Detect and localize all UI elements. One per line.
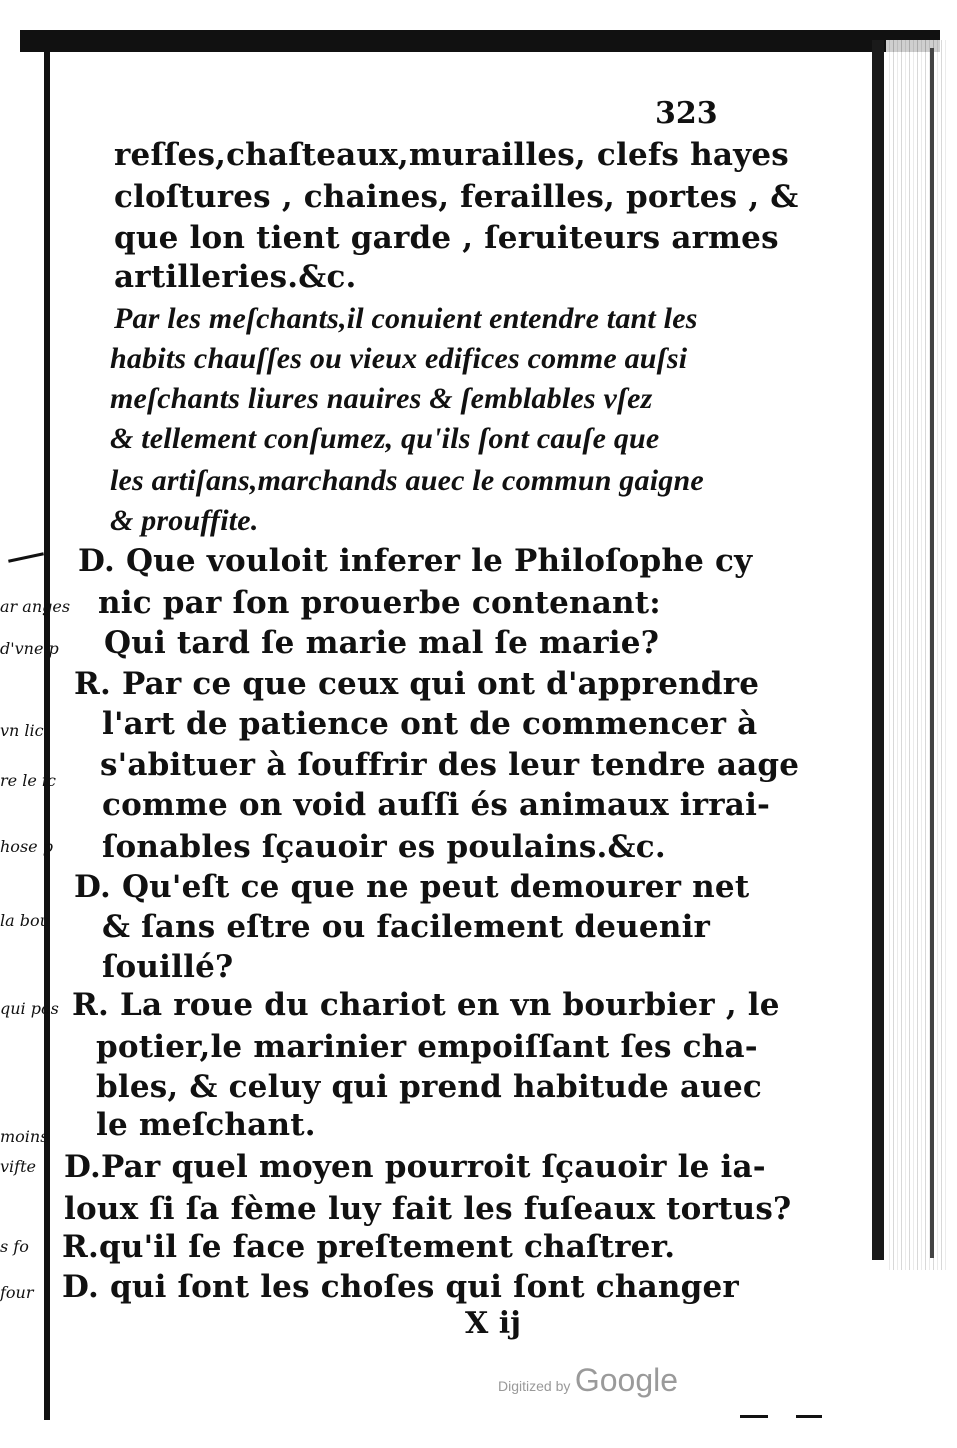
binding-shadow: [930, 48, 934, 1258]
text-line: ſonables ſçauoir es poulains.&c.: [102, 829, 666, 865]
text-line: bles, & celuy qui prend habitude auec: [96, 1069, 762, 1105]
margin-note: qui pos: [0, 999, 59, 1018]
text-line: D. Qu'eſt ce que ne peut demourer net: [74, 869, 750, 905]
text-line: R. Par ce que ceux qui ont d'apprendre: [74, 666, 760, 702]
page-number: 323: [655, 96, 718, 131]
watermark-brand: Google: [574, 1362, 679, 1398]
margin-note: s fo: [0, 1237, 29, 1256]
text-line: comme on void auſſi és animaux irrai-: [102, 787, 771, 823]
bottom-dash: [740, 1415, 768, 1418]
text-line: & ſans eſtre ou facilement deuenir: [102, 909, 711, 945]
margin-dash: [8, 552, 44, 562]
text-line: cloſtures , chaines, ferailles, portes , &: [114, 179, 799, 215]
signature-mark: X ij: [465, 1306, 521, 1341]
text-line: le meſchant.: [96, 1107, 316, 1143]
text-line: & prouffite.: [110, 504, 259, 537]
text-line: D. qui ſont les choſes qui ſont changer: [62, 1269, 739, 1305]
text-line: nic par ſon prouerbe contenant:: [98, 585, 661, 621]
text-line: les artiſans,marchands auec le commun gaigne: [110, 464, 704, 497]
text-line: reſſes,chaſteaux,murailles, clefs hayes: [114, 137, 789, 173]
google-watermark: [498, 1362, 678, 1399]
text-line: artilleries.&c.: [114, 259, 357, 295]
text-line: Qui tard ſe marie mal ſe marie?: [104, 625, 660, 661]
text-line: R. La roue du chariot en vn bourbier , le: [72, 987, 780, 1023]
margin-note: re le ic: [0, 771, 56, 790]
text-line: & tellement conſumez, qu'ils ſont cauſe que: [110, 422, 660, 455]
text-line: meſchants liures nauires & ſemblables vſez: [110, 382, 653, 415]
bottom-dash: [796, 1415, 822, 1418]
watermark-prefix: Digitized by: [498, 1378, 571, 1394]
text-line: habits chauſſes ou vieux edifices comme auſsi: [110, 342, 688, 375]
text-line: l'art de patience ont de commencer à: [102, 706, 758, 742]
margin-note: la bou: [0, 911, 50, 930]
page-right-edge: [872, 40, 884, 1260]
text-line: D.Par quel moyen pourroit ſçauoir le ia-: [64, 1149, 766, 1185]
text-line: D. Que vouloit inferer le Philoſophe cy: [78, 543, 753, 579]
margin-note: vn lic: [0, 721, 44, 740]
margin-note: hose p: [0, 837, 53, 856]
margin-note: moins: [0, 1127, 49, 1146]
margin-note: d'vne p: [0, 639, 59, 658]
adjacent-page-edge: [886, 40, 946, 1270]
text-line: potier,le marinier empoiſſant ſes cha-: [96, 1029, 758, 1065]
text-line: que lon tient garde , ſeruiteurs armes: [114, 220, 779, 256]
text-line: loux ſi ſa fème luy fait les fuſeaux tortus?: [64, 1191, 792, 1227]
margin-note: ar anges: [0, 597, 71, 616]
margin-note: four: [0, 1283, 34, 1302]
top-scan-bar: [20, 30, 940, 52]
margin-note: vifte: [0, 1157, 36, 1176]
text-line: s'abituer à ſouffrir des leur tendre aage: [100, 747, 800, 783]
text-line: ſouillé?: [102, 949, 234, 985]
text-line: Par les meſchants,il conuient entendre tant les: [114, 302, 698, 335]
text-line: R.qu'il ſe face preſtement chaſtrer.: [62, 1229, 676, 1265]
